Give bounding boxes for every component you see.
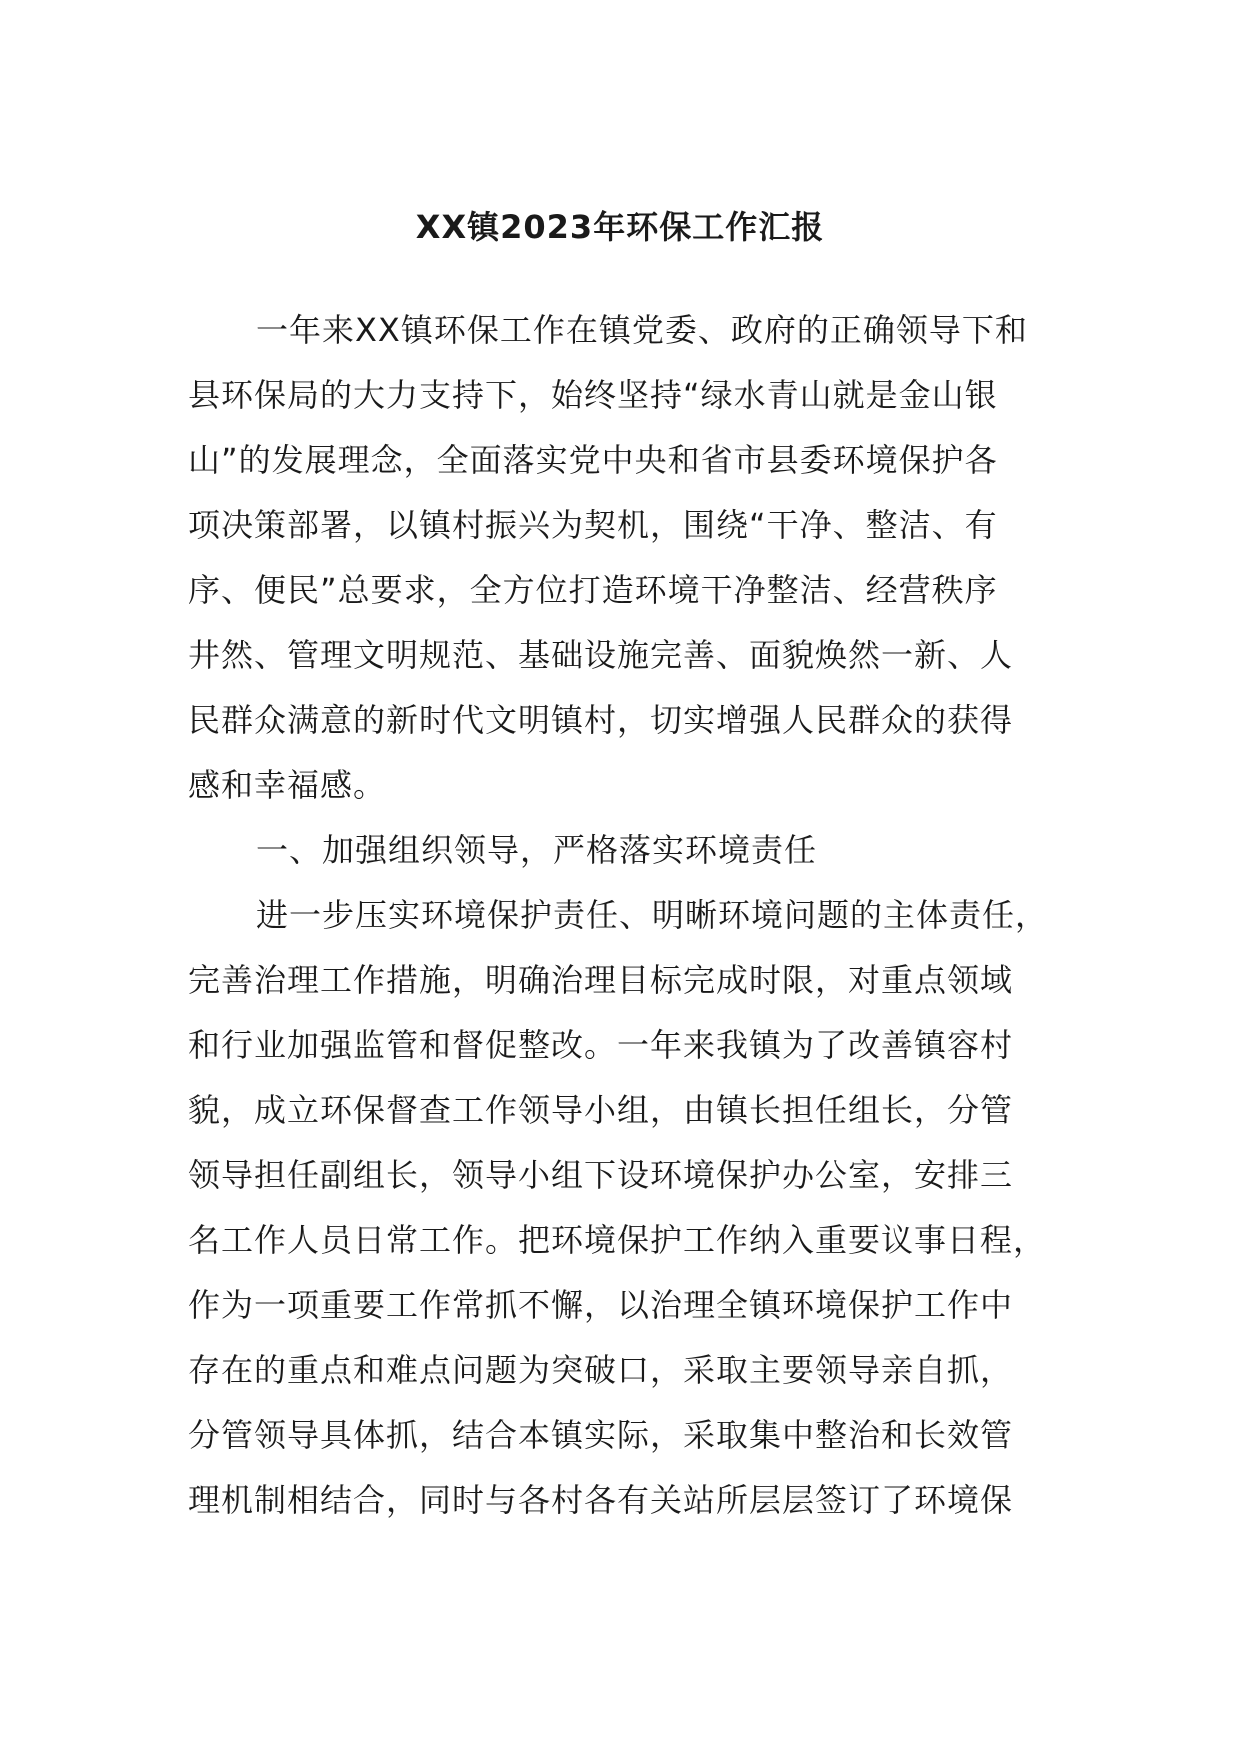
section-heading: 一、加强组织领导，严格落实环境责任 [256, 831, 818, 869]
paragraph-line: 民群众满意的新时代文明镇村，切实增强人民群众的获得 [188, 701, 1014, 739]
paragraph-line: 一年来XX镇环保工作在镇党委、政府的正确领导下和 [256, 311, 1028, 349]
paragraph-line: 理机制相结合，同时与各村各有关站所层层签订了环境保 [188, 1481, 1014, 1519]
paragraph-line: 分管领导具体抓，结合本镇实际，采取集中整治和长效管 [188, 1416, 1014, 1454]
paragraph-line: 感和幸福感。 [188, 766, 387, 804]
paragraph-line: 貌，成立环保督查工作领导小组，由镇长担任组长，分管 [188, 1091, 1014, 1129]
document-title: XX镇2023年环保工作汇报 [415, 208, 825, 246]
paragraph-line: 序、便民”总要求，全方位打造环境干净整洁、经营秩序 [188, 571, 998, 609]
paragraph-line: 完善治理工作措施，明确治理目标完成时限，对重点领域 [188, 961, 1014, 999]
paragraph-line: 作为一项重要工作常抓不懈，以治理全镇环境保护工作中 [188, 1286, 1014, 1324]
paragraph-line: 县环保局的大力支持下，始终坚持“绿水青山就是金山银 [188, 376, 998, 414]
paragraph-line: 领导担任副组长，领导小组下设环境保护办公室，安排三 [188, 1156, 1014, 1194]
paragraph-line: 进一步压实环境保护责任、明晰环境问题的主体责任， [256, 896, 1049, 934]
document-body [188, 298, 1058, 1533]
paragraph-line: 和行业加强监管和督促整改。一年来我镇为了改善镇容村 [188, 1026, 1014, 1064]
paragraph-line: 存在的重点和难点问题为突破口，采取主要领导亲自抓， [188, 1351, 1014, 1389]
paragraph-line: 名工作人员日常工作。把环境保护工作纳入重要议事日程， [188, 1221, 1047, 1259]
paragraph-line: 山”的发展理念，全面落实党中央和省市县委环境保护各 [188, 441, 998, 479]
paragraph-line: 项决策部署，以镇村振兴为契机，围绕“干净、整洁、有 [188, 506, 998, 544]
paragraph-line: 井然、管理文明规范、基础设施完善、面貌焕然一新、人 [188, 636, 1014, 674]
